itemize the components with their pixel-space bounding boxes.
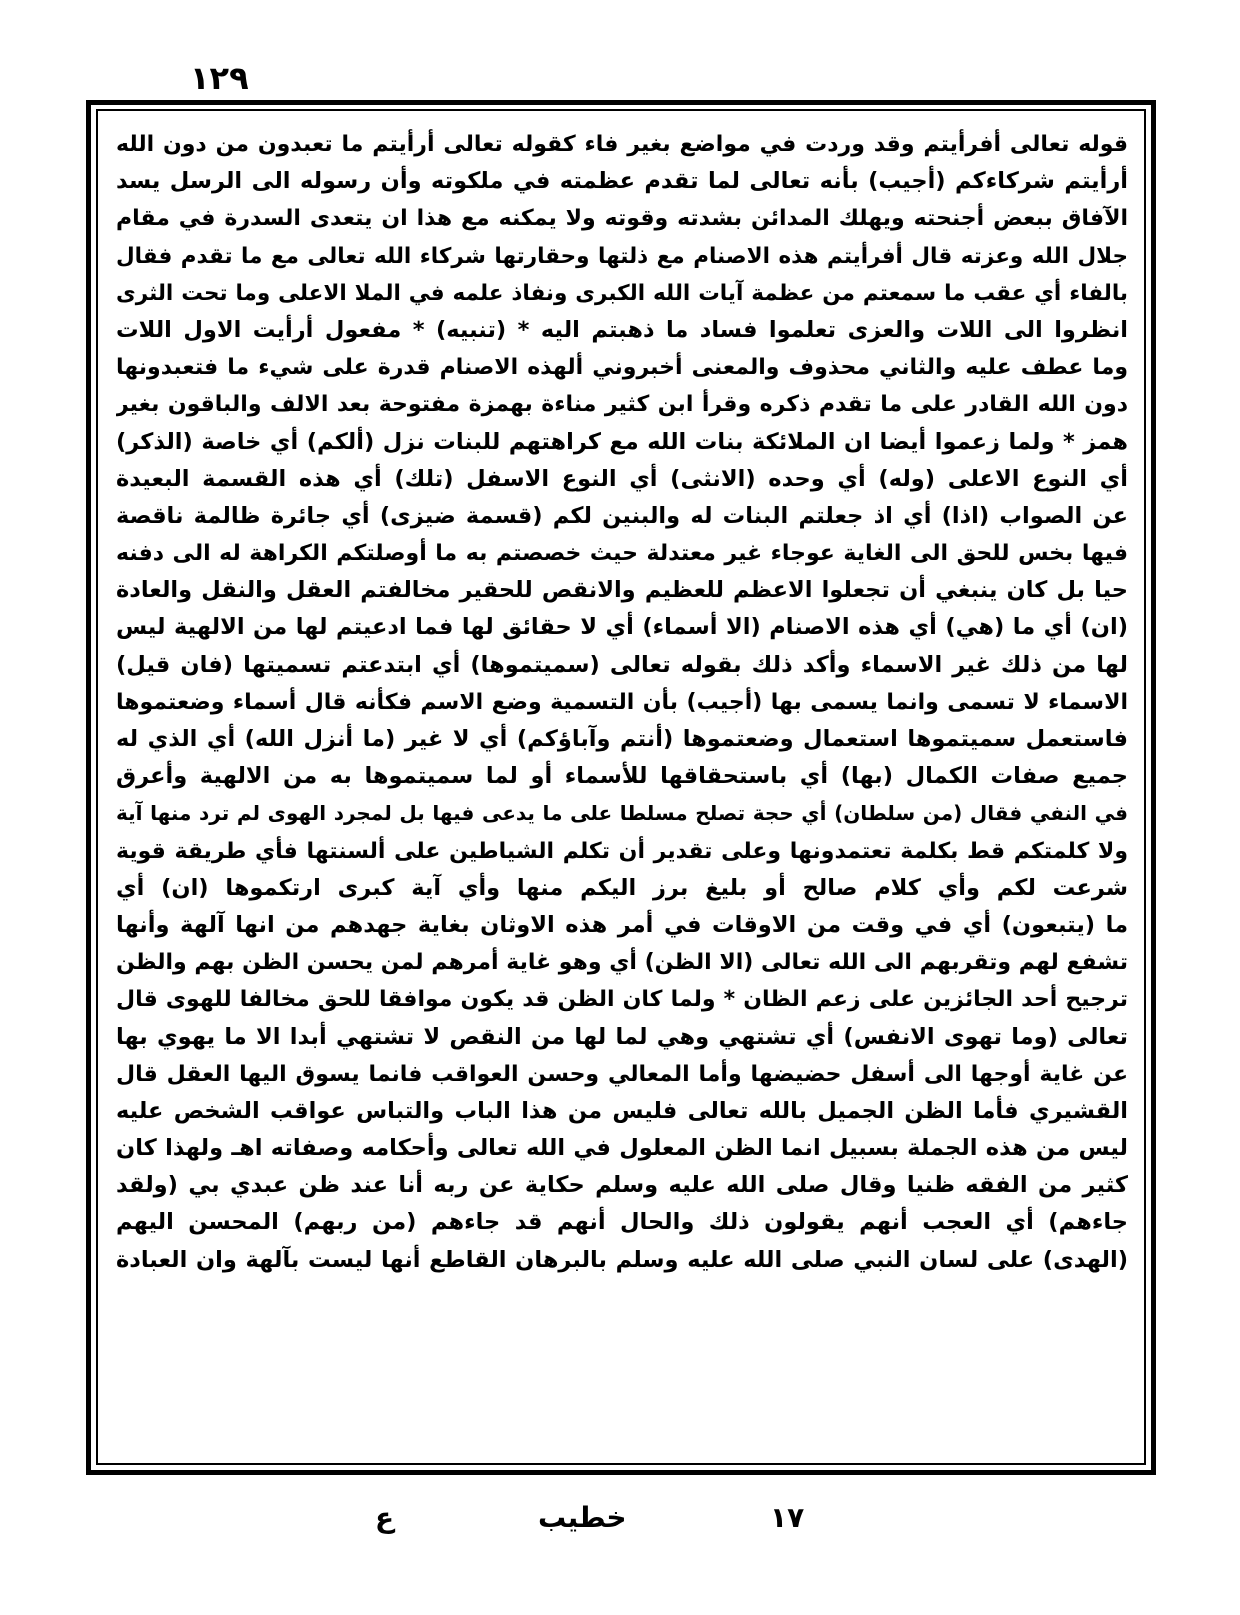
text-line: عن غاية أوجها الى أسفل حضيضها وأما المعالي وحسن العواقب فانما يسوق اليها العقل قال bbox=[116, 1061, 1128, 1087]
text-line: ليس من هذه الجملة بسبيل انما الظن المعلول في الله تعالى وأحكامه وصفاته اهـ ولهذا كان bbox=[116, 1135, 1128, 1162]
text-line: أي النوع الاعلى (وله) أي وحده (الانثى) أي النوع الاسفل (تلك) أي هذه القسمة البعيدة bbox=[116, 465, 1128, 492]
text-line: جاءهم) أي العجب أنهم يقولون ذلك والحال أنهم قد جاءهم (من ربهم) المحسن اليهم bbox=[116, 1209, 1128, 1236]
text-line: جلال الله وعزته قال أفرأيتم هذه الاصنام مع ذلتها وحقارتها شركاء الله تعالى مع ما تقدم فقال bbox=[116, 243, 1128, 269]
text-line: قوله تعالى أفرأيتم وقد وردت في مواضع بغير فاء كقوله تعالى أرأيتم ما تعبدون من دون الله bbox=[116, 132, 1128, 157]
text-line: تشفع لهم وتقربهم الى الله تعالى (الا الظن) أي وهو غاية أمرهم لمن يحسن الظن بهم والظن bbox=[116, 950, 1128, 976]
text-line: فاستعمل سميتموها استعمال وضعتموها (أنتم وآباؤكم) أي لا غير (ما أنزل الله) أي الذي له bbox=[116, 726, 1128, 752]
text-line: في النفي فقال (من سلطان) أي حجة تصلح مسلطا على ما يدعى فيها بل لمجرد الهوى لم ترد منها آية bbox=[116, 801, 1128, 826]
footer-book-name: خطيب bbox=[538, 1501, 627, 1534]
text-line: شرعت لكم وأي كلام صالح أو بليغ برز اليكم منها وأي آية كبرى ارتكموها (ان) أي bbox=[116, 874, 1128, 901]
page-number: ١٢٩ bbox=[190, 59, 249, 97]
text-line: الاسماء لا تسمى وانما يسمى بها (أجيب) بأن التسمية وضع الاسم فكأنه قال أسماء وضعتموها bbox=[116, 689, 1128, 715]
text-line: كثير من الفقه ظنيا وقال صلى الله عليه وسلم حكاية عن ربه أنا عند ظن عبدي بي (ولقد bbox=[116, 1172, 1128, 1199]
footer-letter: ع bbox=[375, 1501, 395, 1534]
text-line: همز * ولما زعموا أيضا ان الملائكة بنات الله مع كراهتهم للبنات نزل (ألكم) أي خاصة (الذكر) bbox=[116, 428, 1128, 455]
text-line: انظروا الى اللات والعزى تعلموا فساد ما ذهبتم اليه * (تنبيه) * مفعول أرأيت الاول اللات bbox=[116, 316, 1128, 343]
text-line: ترجيح أحد الجائزين على زعم الظان * ولما كان الظن قد يكون موافقا للحق مخالفا للهوى قال bbox=[116, 987, 1128, 1013]
text-line: تعالى (وما تهوى الانفس) أي تشتهي وهي لما لها من النقص لا تشتهي أبدا الا ما يهوي بها bbox=[116, 1023, 1128, 1050]
page-footer bbox=[0, 1498, 1240, 1538]
body-text bbox=[116, 126, 1128, 1466]
text-line: لها من ذلك غير الاسماء وأكد ذلك بقوله تعالى (سميتموها) أي ابتدعتم تسميتها (فان قيل) bbox=[116, 651, 1128, 678]
text-line: وما عطف عليه والثاني محذوف والمعنى أخبروني ألهذه الاصنام قدرة على شيء ما فتعبدونها bbox=[116, 355, 1128, 381]
footer-signature: ١٧ bbox=[770, 1501, 805, 1534]
text-line: جميع صفات الكمال (بها) أي باستحقاقها للأسماء أو لما سميتموها به من الالهية وأعرق bbox=[116, 763, 1128, 790]
text-line: ولا كلمتكم قط بكلمة تعتمدونها وعلى تقدير أن تكلم الشياطين على ألسنتها فأي طريقة قوية bbox=[116, 838, 1128, 864]
text-line: أرأيتم شركاءكم (أجيب) بأنه تعالى لما تقدم عظمته في ملكوته وأن رسوله الى الرسل يسد bbox=[116, 168, 1128, 195]
text-line: دون الله القادر على ما تقدم ذكره وقرأ ابن كثير مناءة بهمزة مفتوحة بعد الالف والباقون بغير bbox=[116, 392, 1128, 418]
text-line: (ان) أي ما (هي) أي هذه الاصنام (الا أسماء) أي لا حقائق لها فما ادعيتم لها من الالهية ليس bbox=[116, 614, 1128, 641]
text-line: ما (يتبعون) أي في وقت من الاوقات في أمر هذه الاوثان بغاية جهدهم من انها آلهة وأنها bbox=[116, 911, 1128, 938]
text-line: فيها بخس للحق الى الغاية عوجاء غير معتدلة حيث خصصتم به ما أوصلتكم الكراهة له الى دفنه bbox=[116, 541, 1128, 567]
text-line: حيا بل كان ينبغي أن تجعلوا الاعظم للعظيم والانقص للحقير مخالفتم العقل والنقل والعادة bbox=[116, 577, 1128, 604]
text-line: عن الصواب (اذا) أي اذ جعلتم البنات له والبنين لكم (قسمة ضيزى) أي جائرة ظالمة ناقصة bbox=[116, 502, 1128, 529]
text-line: (الهدى) على لسان النبي صلى الله عليه وسلم بالبرهان القاطع أنها ليست بآلهة وان العبادة bbox=[116, 1246, 1128, 1273]
text-line: بالفاء أي عقب ما سمعتم من عظمة آيات الله الكبرى ونفاذ علمه في الملا الاعلى وما تحت الثرى bbox=[116, 280, 1128, 306]
text-line: الآفاق ببعض أجنحته ويهلك المدائن بشدته وقوته ولا يمكنه مع هذا ان يتعدى السدرة في مقام bbox=[116, 206, 1128, 232]
text-line: القشيري فأما الظن الجميل بالله تعالى فليس من هذا الباب والتباس عواقب الشخص عليه bbox=[116, 1097, 1128, 1124]
